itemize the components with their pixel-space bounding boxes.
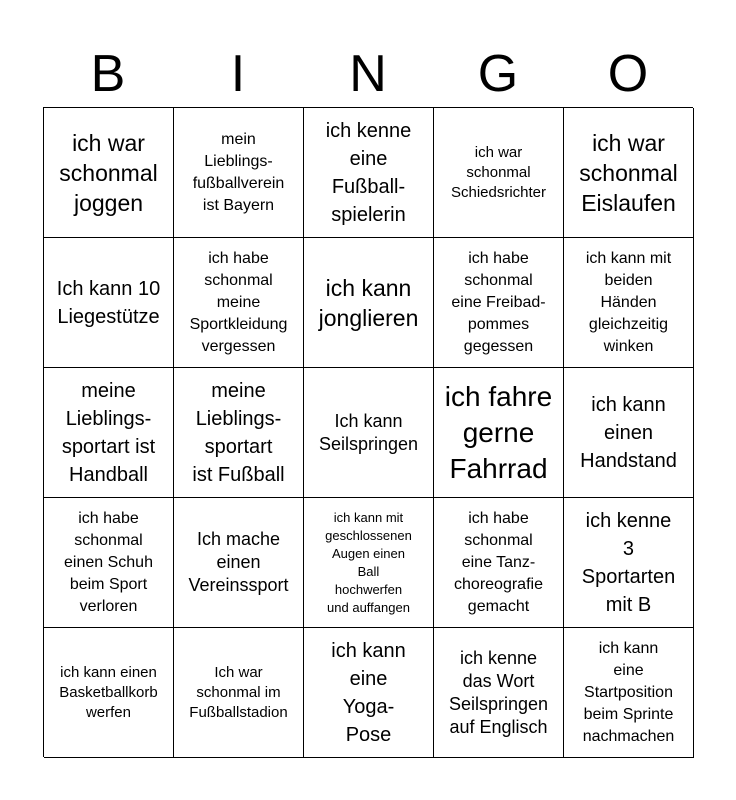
bingo-cell-text: ich kenne das Wort Seilspringen auf Englisch [448, 647, 549, 737]
bingo-cell-text: ich habe schonmal eine Tanz- choreografie gemacht [454, 509, 543, 615]
bingo-cell-n1[interactable] [304, 108, 434, 238]
bingo-cell-text: ich habe schonmal einen Schuh beim Sport verloren [64, 509, 153, 615]
bingo-cell-text: meine Lieblings- sportart ist Fußball [192, 379, 285, 486]
bingo-cell-text: Ich kann Seilspringen [318, 410, 419, 454]
bingo-cell-o5[interactable] [564, 628, 694, 758]
bingo-cell-b1[interactable] [44, 108, 174, 238]
bingo-cell-b4[interactable] [44, 498, 174, 628]
bingo-cell-o2[interactable] [564, 238, 694, 368]
bingo-cell-b2[interactable] [44, 238, 174, 368]
bingo-cell-o1[interactable] [564, 108, 694, 238]
bingo-cell-n5[interactable] [304, 628, 434, 758]
bingo-cell-text: ich kann eine Startposition beim Sprinte nachmachen [582, 639, 675, 745]
bingo-cell-text: ich kenne 3 Sportarten mit B [581, 509, 676, 616]
bingo-cell-text: ich kann mit beiden Händen gleichzeitig winken [585, 249, 672, 355]
bingo-cell-g5[interactable] [434, 628, 564, 758]
header-letter-n: N [349, 45, 387, 103]
bingo-cell-text: ich habe schonmal eine Freibad- pommes gegessen [451, 249, 546, 355]
bingo-cell-text: ich kann einen Basketballkorb werfen [59, 663, 158, 721]
bingo-header [43, 40, 693, 108]
bingo-cell-text: ich kann jonglieren [318, 274, 419, 331]
bingo-cell-text: ich habe schonmal meine Sportkleidung vergessen [189, 249, 288, 355]
bingo-cell-n2[interactable] [304, 238, 434, 368]
bingo-cell-text: Ich kann 10 Liegestütze [56, 277, 161, 328]
bingo-cell-o4[interactable] [564, 498, 694, 628]
bingo-cell-i4[interactable] [174, 498, 304, 628]
bingo-cell-text: Ich war schonmal im Fußballstadion [189, 663, 288, 721]
bingo-cell-text: meine Lieblings- sportart ist Handball [61, 379, 156, 486]
bingo-cell-b3[interactable] [44, 368, 174, 498]
bingo-cell-g2[interactable] [434, 238, 564, 368]
bingo-cell-g4[interactable] [434, 498, 564, 628]
bingo-cell-i3[interactable] [174, 368, 304, 498]
bingo-cell-text: ich war schonmal joggen [59, 129, 158, 216]
bingo-cell-text: ich kann eine Yoga- Pose [331, 639, 406, 746]
bingo-cell-g3[interactable] [434, 368, 564, 498]
bingo-cell-n4[interactable] [304, 498, 434, 628]
bingo-cell-text: ich kann mit geschlossenen Augen einen Ball hochwerfen und auffangen [325, 509, 412, 615]
bingo-cell-i2[interactable] [174, 238, 304, 368]
bingo-cell-text: ich kenne eine Fußball- spielerin [325, 119, 412, 226]
bingo-cell-text: mein Lieblings- fußballverein ist Bayern [192, 130, 285, 214]
bingo-cell-i5[interactable] [174, 628, 304, 758]
bingo-cell-g1[interactable] [434, 108, 564, 238]
bingo-board [43, 107, 693, 757]
bingo-cell-o3[interactable] [564, 368, 694, 498]
bingo-cell-text: ich fahre gerne Fahrrad [444, 380, 553, 484]
bingo-cell-i1[interactable] [174, 108, 304, 238]
header-letter-o: O [607, 45, 649, 103]
bingo-cell-text: ich war schonmal Schiedsrichter [450, 143, 547, 201]
bingo-cell-n3[interactable] [304, 368, 434, 498]
bingo-cell-text: Ich mache einen Vereinssport [188, 529, 289, 595]
bingo-cell-text: ich kann einen Handstand [580, 393, 677, 472]
bingo-cell-text: ich war schonmal Eislaufen [579, 129, 678, 216]
header-letter-b: B [90, 45, 126, 103]
bingo-cell-b5[interactable] [44, 628, 174, 758]
header-letter-i: I [230, 45, 246, 103]
header-letter-g: G [477, 45, 519, 103]
